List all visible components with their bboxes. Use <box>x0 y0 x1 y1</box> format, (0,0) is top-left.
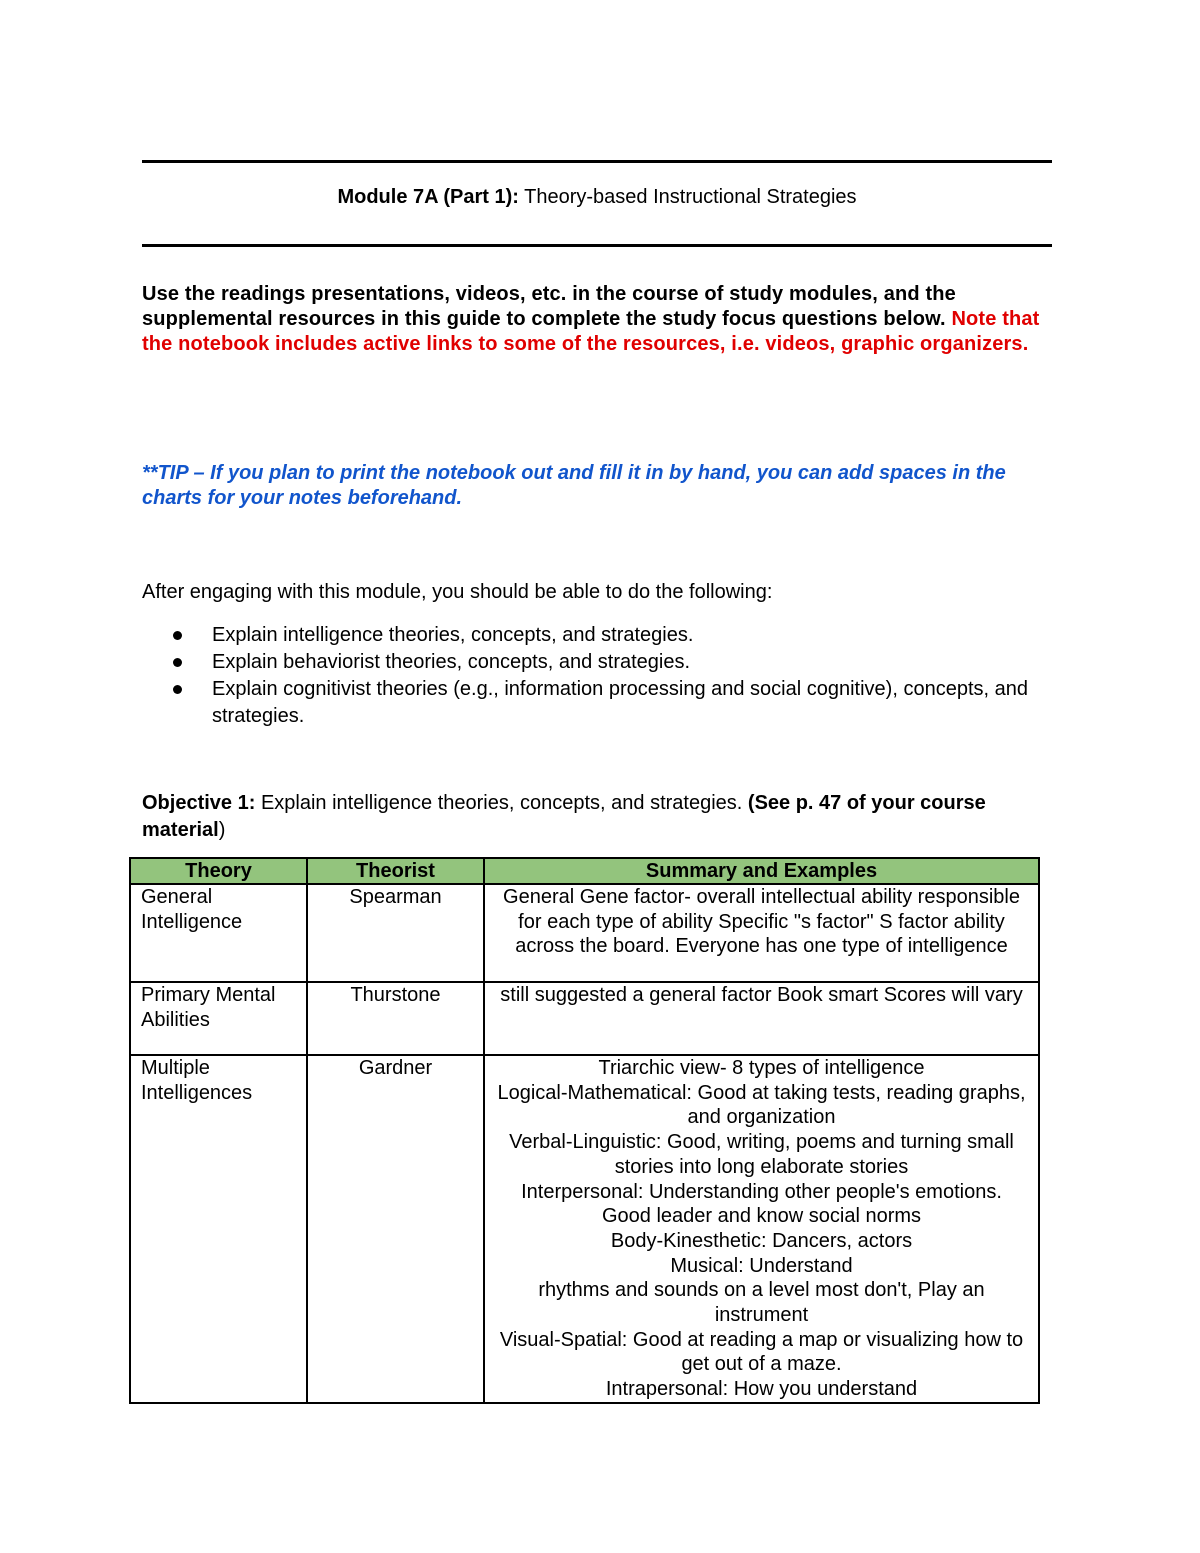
bullet-icon <box>173 631 182 640</box>
summary-line: Musical: Understand <box>670 1254 853 1277</box>
bullet-icon <box>173 658 182 667</box>
intro-note: Note that the notebook includes active links to some of the resources, i.e. videos, graphic organizers. <box>142 308 1040 355</box>
objective-text: Explain intelligence theories, concepts, and strategies. <box>255 792 748 814</box>
summary-line: Intrapersonal: How you understand <box>605 1378 918 1401</box>
learning-outcomes-intro: After engaging with this module, you should be able to do the following: <box>142 581 773 603</box>
theorist-cell: Gardner <box>307 1055 484 1403</box>
intro-instructions: Use the readings presentations, videos, etc. in the course of study modules, and the supplemental resources in this guide to complete the study focus questions below. <box>142 283 956 330</box>
summary-line: Triarchic view- 8 types of intelligence <box>598 1057 925 1079</box>
objective-1: Objective 1: Explain intelligence theories, concepts, and strategies. (See p. 47 of your course material) <box>142 792 986 841</box>
module-subtitle: Theory-based Instructional Strategies <box>518 186 857 208</box>
summary-line: Interpersonal: Understanding other people's emotions. Good leader and know social norms <box>521 1180 1002 1228</box>
objective-reference: (See p. 47 of your course material <box>142 792 986 841</box>
summary-line: Logical-Mathematical: Good at taking tests, reading graphs, and organization <box>497 1081 1026 1129</box>
table-row <box>130 982 1039 1055</box>
summary-cell <box>484 1055 1039 1403</box>
module-title <box>142 184 1052 210</box>
learning-outcomes-list <box>142 622 1060 730</box>
theory-cell: Multiple Intelligences <box>130 1055 307 1403</box>
theorist-cell: Thurstone <box>307 982 484 1055</box>
objective-label: Objective 1: <box>142 792 256 814</box>
bullet-icon <box>173 685 182 694</box>
header-theory: Theory <box>130 858 307 884</box>
table-row <box>130 884 1039 982</box>
table-header-row <box>130 858 1039 884</box>
module-label: Module 7A (Part 1): <box>337 186 519 208</box>
theory-cell: General Intelligence <box>130 884 307 982</box>
list-item: Explain intelligence theories, concepts, and strategies. <box>142 622 1060 649</box>
intro-paragraph <box>142 282 1060 357</box>
list-item: Explain behaviorist theories, concepts, and strategies. <box>142 649 1060 676</box>
header-summary: Summary and Examples <box>484 858 1039 884</box>
summary-cell: still suggested a general factor Book smart Scores will vary <box>484 982 1039 1055</box>
summary-cell: General Gene factor- overall intellectual ability responsible for each type of ability Specific "s factor" S factor ability across the board. Everyone has one type of intelligence <box>484 884 1039 982</box>
bottom-divider <box>142 244 1052 247</box>
summary-line: Body-Kinesthetic: Dancers, actors <box>610 1229 913 1252</box>
table-row <box>130 1055 1039 1403</box>
top-divider <box>142 160 1052 163</box>
summary-line: Verbal-Linguistic: Good, writing, poems and turning small stories into long elaborate stories <box>509 1131 1014 1178</box>
header-theorist: Theorist <box>307 858 484 884</box>
intelligence-theories-table <box>129 857 1040 1404</box>
theorist-cell: Spearman <box>307 884 484 982</box>
theory-cell: Primary Mental Abilities <box>130 982 307 1055</box>
list-item: Explain cognitivist theories (e.g., information processing and social cognitive), concepts, and strategies. <box>142 676 1060 730</box>
tip-paragraph: **TIP – If you plan to print the notebook out and fill it in by hand, you can add spaces in the charts for your notes beforehand. <box>142 462 1006 509</box>
summary-line: rhythms and sounds on a level most don't, Play an instrument <box>538 1279 985 1327</box>
summary-line: Visual-Spatial: Good at reading a map or visualizing how to get out of a maze. <box>499 1328 1024 1376</box>
